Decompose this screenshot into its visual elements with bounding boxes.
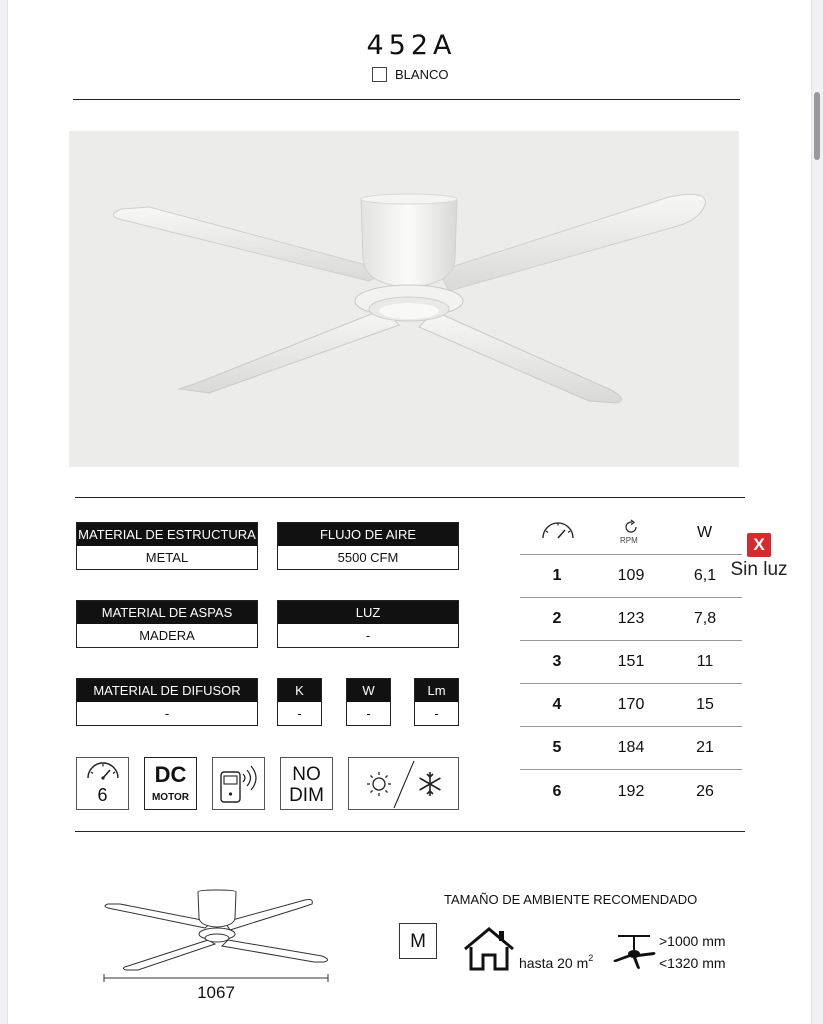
- table-row: [520, 684, 742, 727]
- spec-lm-value: -: [415, 702, 458, 725]
- table-row: [520, 770, 742, 813]
- x-icon: X: [747, 533, 771, 557]
- ceiling-height-fan-icon: [610, 934, 658, 970]
- speed-cell: 3: [552, 653, 562, 670]
- spec-blades-value: MADERA: [77, 624, 257, 647]
- no-dim-label: [281, 764, 332, 806]
- speed-cell: 5: [552, 739, 562, 756]
- remote-control-icon: [213, 758, 266, 811]
- watts-cell: 7,8: [693, 610, 717, 627]
- watts-cell: 6,1: [693, 567, 717, 584]
- spec-light: [277, 600, 459, 648]
- spec-structure-label: MATERIAL DE ESTRUCTURA: [77, 523, 257, 546]
- rpm-cell: 123: [617, 610, 645, 627]
- watts-cell: 15: [696, 696, 714, 713]
- room-area-text: hasta 20 m: [519, 955, 589, 971]
- speed-table: [520, 512, 742, 813]
- feature-no-dim: [280, 757, 333, 810]
- rpm-cell: 184: [617, 739, 645, 756]
- height-min: >1000 mm: [659, 933, 726, 949]
- watts-cell: 11: [696, 653, 714, 670]
- spec-light-label: LUZ: [278, 601, 458, 624]
- height-max: <1320 mm: [659, 955, 726, 971]
- feature-remote: [212, 757, 265, 810]
- watts-header: W: [697, 524, 713, 541]
- spec-k-value: -: [278, 702, 321, 725]
- speed-table-header: [520, 512, 742, 555]
- sun-icon: [367, 772, 391, 796]
- spec-w-value: -: [347, 702, 390, 725]
- table-row: [520, 598, 742, 641]
- no-light-label: Sin luz: [730, 559, 788, 580]
- rpm-cell: 192: [617, 782, 645, 800]
- scrollbar-track[interactable]: [811, 0, 823, 1024]
- snowflake-icon: [420, 772, 441, 796]
- rotation-icon: [623, 519, 639, 535]
- spec-light-value: -: [278, 624, 458, 647]
- color-option: [372, 67, 448, 82]
- ceiling-fan-illustration: [69, 131, 739, 467]
- color-swatch: [372, 67, 387, 82]
- feature-speeds: [76, 757, 129, 810]
- spec-lm-label: Lm: [415, 679, 458, 702]
- color-name: BLANCO: [395, 67, 449, 82]
- speedometer-icon: [77, 758, 130, 788]
- spec-k-label: K: [278, 679, 321, 702]
- motor-label: MOTOR: [151, 792, 190, 803]
- rpm-cell: 151: [617, 653, 645, 670]
- rpm-label: RPM: [620, 536, 638, 545]
- room-size-title: TAMAÑO DE AMBIENTE RECOMENDADO: [444, 892, 698, 907]
- table-row: [520, 641, 742, 684]
- page-edge-left: [0, 0, 8, 1024]
- watts-cell: 21: [696, 739, 714, 756]
- speed-count: 6: [97, 785, 108, 805]
- spec-diffuser-value: -: [77, 702, 257, 725]
- spec-airflow-value: 5500 CFM: [278, 546, 458, 569]
- spec-structure: [76, 522, 258, 570]
- spec-airflow: [277, 522, 459, 570]
- spec-lm: [414, 678, 459, 726]
- spec-w-label: W: [347, 679, 390, 702]
- spec-airflow-label: FLUJO DE AIRE: [278, 523, 458, 546]
- table-row: [520, 727, 742, 770]
- room-size-badge: M: [399, 923, 437, 959]
- speed-cell: 2: [552, 610, 562, 627]
- scrollbar-thumb[interactable]: [814, 92, 820, 160]
- room-area: [519, 955, 593, 971]
- speed-cell: 1: [552, 567, 562, 584]
- speed-cell: 6: [552, 782, 562, 800]
- spec-w: [346, 678, 391, 726]
- feature-dc-motor: [144, 757, 197, 810]
- house-icon: [463, 927, 515, 971]
- watts-cell: 26: [696, 782, 714, 800]
- speedometer-icon: [540, 520, 576, 542]
- spec-diffuser-label: MATERIAL DE DIFUSOR: [77, 679, 257, 702]
- diameter-label: 1067: [197, 983, 235, 1002]
- specs-divider-top: [75, 497, 745, 498]
- spec-diffuser: [76, 678, 258, 726]
- table-row: [520, 555, 742, 598]
- rpm-cell: 170: [617, 696, 645, 713]
- spec-k: [277, 678, 322, 726]
- fan-line-drawing: [100, 888, 332, 984]
- no-label: NO: [292, 764, 321, 785]
- model-title: 452A: [366, 30, 457, 61]
- room-area-sup: 2: [588, 953, 594, 963]
- dim-label: DIM: [289, 785, 324, 806]
- header-divider: [73, 99, 740, 100]
- rpm-cell: 109: [617, 567, 645, 584]
- specs-divider-bottom: [75, 831, 745, 832]
- dc-label: DC: [154, 762, 187, 787]
- spec-structure-value: METAL: [77, 546, 257, 569]
- spec-blades: [76, 600, 258, 648]
- modes-graphic: [349, 758, 460, 811]
- spec-blades-label: MATERIAL DE ASPAS: [77, 601, 257, 624]
- speed-cell: 4: [552, 696, 562, 713]
- feature-modes: [348, 757, 459, 810]
